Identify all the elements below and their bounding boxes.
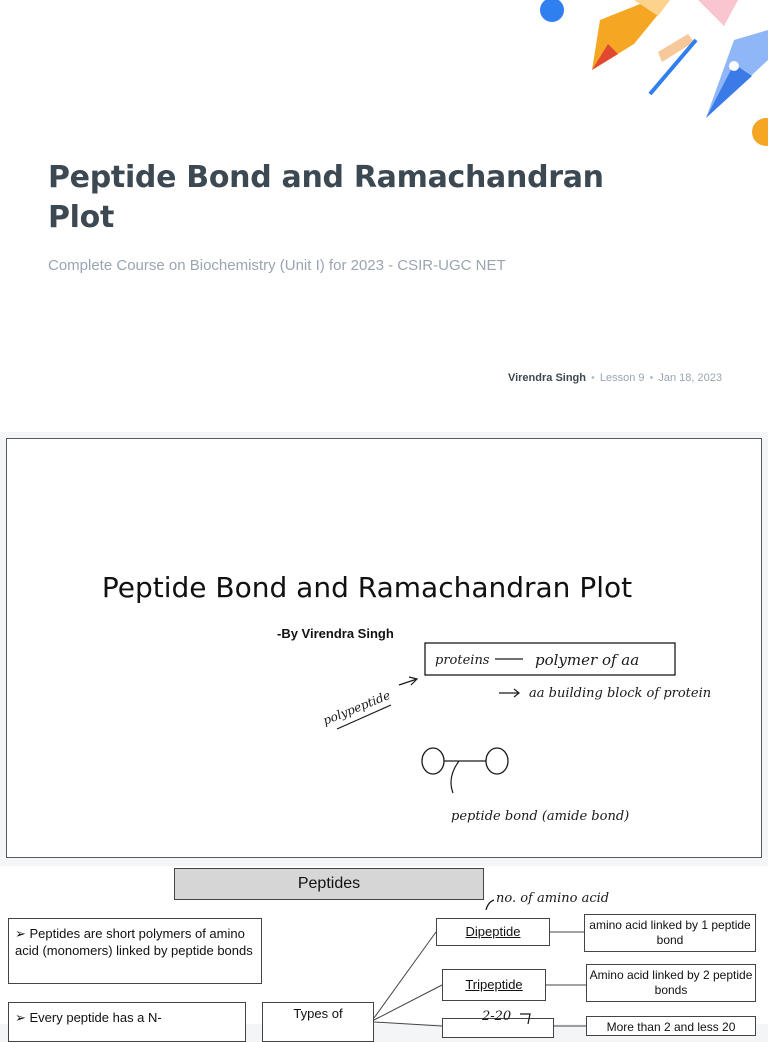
note-number-of-amino-acids: no. of amino acid	[496, 891, 610, 906]
note-peptide-bond: peptide bond (amide bond)	[451, 809, 630, 824]
handwritten-annotations	[7, 439, 763, 859]
oligopeptide-description: More than 2 and less 20	[586, 1016, 756, 1036]
definition-box: ➢ Peptides are short polymers of amino acid (monomers) linked by peptide bonds	[8, 918, 262, 984]
note-range: 2-20	[482, 1009, 512, 1024]
note-proteins: proteins	[435, 653, 490, 668]
connector-lines	[0, 866, 768, 1024]
cover-title: Peptide Bond and Ramachandran Plot	[48, 160, 604, 235]
note-building-block: aa building block of protein	[529, 686, 712, 701]
stationery-decoration-icon	[538, 0, 768, 160]
dipeptide-label: Dipeptide	[465, 924, 521, 939]
lesson-date: Jan 18, 2023	[658, 372, 722, 384]
tripeptide-label: Tripeptide	[465, 977, 523, 992]
separator-dot: •	[649, 372, 654, 384]
slide-peptides	[0, 866, 768, 1034]
lesson-number: Lesson 9	[599, 372, 645, 384]
lesson-cover	[0, 0, 768, 432]
lesson-meta	[508, 372, 722, 384]
slide-byline: -By Virendra Singh	[277, 626, 394, 641]
slide-title-page	[6, 438, 762, 858]
note-polypeptide: polypeptide	[320, 688, 393, 728]
n-terminus-box: ➢ Every peptide has a N-	[8, 1002, 246, 1042]
types-of-box: Types of	[262, 1002, 374, 1042]
course-subtitle: Complete Course on Biochemistry (Unit I) for 2023 - CSIR-UGC NET	[48, 257, 506, 274]
dipeptide-description: amino acid linked by 1 peptide bond	[584, 914, 756, 952]
peptides-header: Peptides	[174, 868, 484, 900]
separator-dot: •	[591, 372, 595, 384]
note-polymer: polymer of aa	[535, 651, 640, 669]
author-name: Virendra Singh	[507, 372, 586, 384]
tripeptide-description: Amino acid linked by 2 peptide bonds	[586, 964, 756, 1002]
slide-title: Peptide Bond and Ramachandran Plot	[101, 571, 633, 604]
